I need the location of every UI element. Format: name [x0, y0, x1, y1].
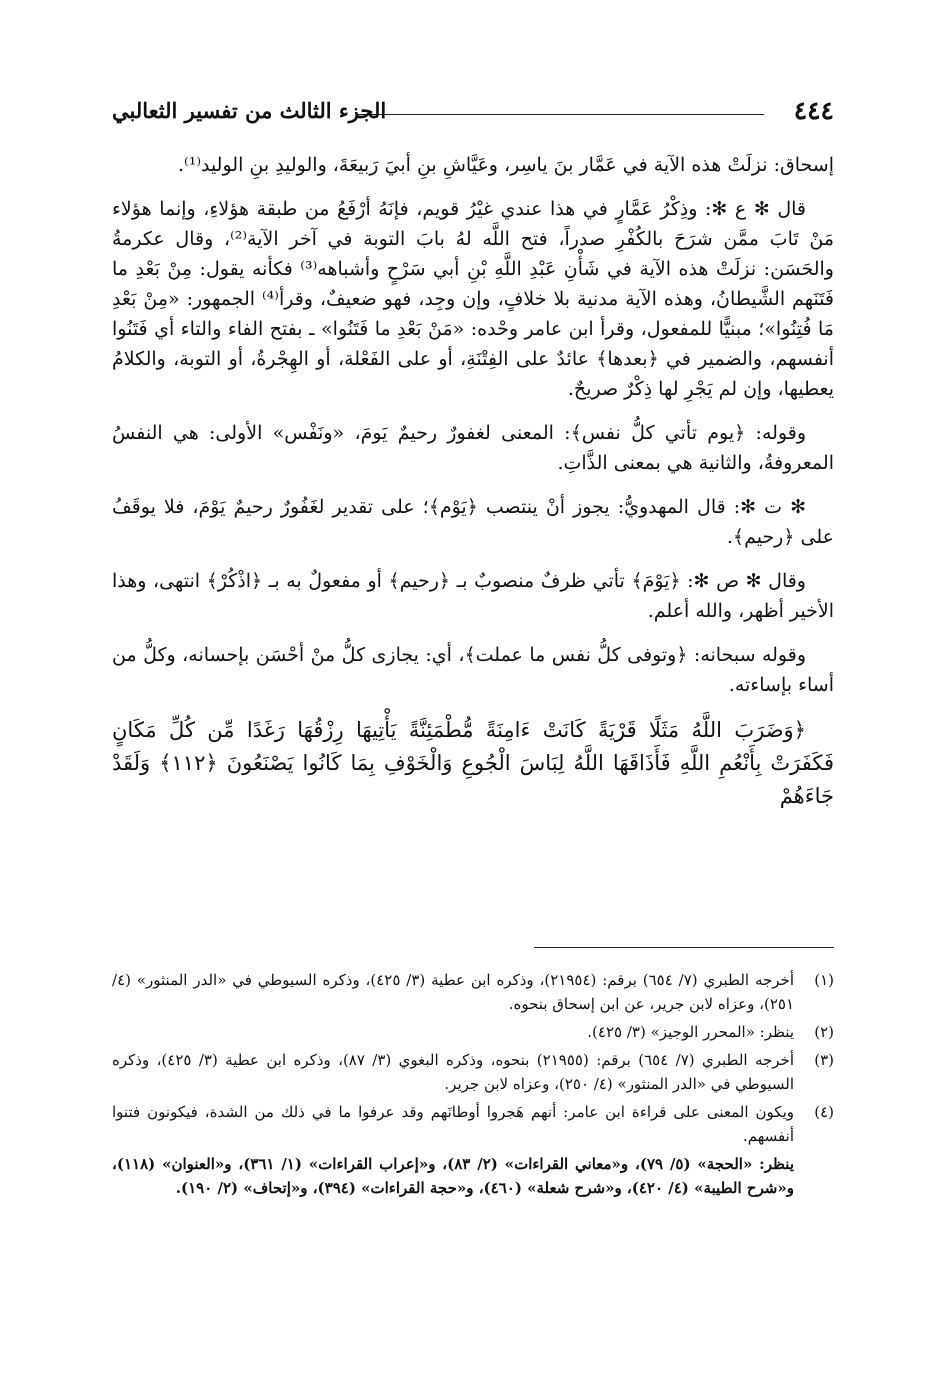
footnote — [112, 1020, 834, 1044]
paragraph-5: وقال ✻ ص ✻: ﴿يَوْمَ﴾ تأتي ظرفٌ منصوبٌ بـ ﴿رحيم﴾ أو مفعولٌ به بـ ﴿اذْكُرْ﴾ انتهى، وهذا الأخير أظهر، والله أعلم. — [112, 570, 834, 622]
paragraph-3: وقوله: ﴿يوم تأتي كلُّ نفس﴾: المعنى لغفورٌ رحيمٌ يَومَ، «ونَفْس» الأولى: هي النفسُ المعروفةُ، والثانية هي بمعنى الذَّاتِ. — [112, 422, 834, 474]
footnote — [112, 1048, 834, 1096]
page-header — [112, 96, 834, 130]
running-title: الجزء الثالث من تفسير الثعالبي — [112, 98, 387, 123]
quran-verse: ﴿وَضَرَبَ اللَّهُ مَثَلًا قَرْيَةً كَانَتْ ءَامِنَةً مُّطْمَئِنَّةً يَأْتِيهَا رِزْقُهَا رَغَدًا مِّن كُلِّ مَكَانٍ فَكَفَرَتْ بِأَنْعُمِ اللَّهِ فَأَذَاقَهَا اللَّهُ لِبَاسَ الْجُوعِ وَالْخَوْفِ بِمَا كَانُوا يَصْنَعُونَ ﴿١١٢﴾ وَلَقَدْ جَاءَهُمْ — [112, 718, 834, 808]
footnote-references — [112, 1152, 834, 1200]
footnote-text: ينظر: «الحجة» (٥/ ٧٩)، و«معاني القراءات» (٢/ ٨٣)، و«إعراب القراءات» (١/ ٣٦١)، و«العنوان» (١١٨)، و«شرح الطيبة» (٤/ ٤٢٠)، و«شرح شعلة» (٤٦٠)، و«حجة القراءات» (٣٩٤)، و«إتحاف» (٢/ ١٩٠). — [112, 1155, 794, 1197]
footnote-separator — [534, 947, 834, 948]
footnote-text: ينظر: «المحرر الوجيز» (٣/ ٤٢٥). — [587, 1023, 794, 1041]
footnote — [112, 968, 834, 1016]
paragraph-2: قال ✻ ع ✻: وذِكْرُ عَمَّارٍ في هذا عندي غيْرُ قويم، فإنَهُ أرْفَعُ من طبقة هؤلاءِ، وإنما هؤلاء مَنْ تَابَ ممَّن شرَحَ بالكُفْرِ صدراً، فتح اللَّه لهُ بابَ التوبة في آخر الآية⁽²⁾، وقال عكرمةُ والحَسَن: نزلَتْ هذه الآية في شَأْنِ عَبْدِ اللَّهِ بْنِ أبي سَرْحٍ وأشباهه⁽³⁾ فكأنه يقول: مِنْ بَعْدِ ما فَتَنَهم الشَّيطانُ، وهذه الآية مدنية بلا خلافٍ، وإن وجِد، فهو ضعيفٌ، وقرأ⁽⁴⁾ الجمهور: «مِنْ بَعْدِ مَا فُتِنُوا»؛ مبنيًّا للمفعول، وقرأ ابن عامر وحْده: «مَنْ بَعْدِ ما فَتَنُوا» ـ بفتح الفاء والتاء أي فَتَنُوا أنفسهم، والضمير في ﴿بعدها﴾ عائدٌ على الفِتْنَةِ، أو على الفَعْلة، أو الهِجْرةُ، أو التوبة، والكلامُ يعطيها، وإن لم يَجْرِ لها ذِكْرٌ صريحٌ. — [112, 198, 835, 400]
main-text — [112, 150, 834, 827]
footnote-number: (٤) — [814, 1103, 834, 1121]
paragraph-4: ✻ ت ✻: قال المهدويُّ: يجوز أنْ ينتصب ﴿يَوْم﴾؛ على تقدير لغَفُورٌ رحيمٌ يَوْمَ، فلا يوقَفُ على ﴿رحيم﴾. — [112, 496, 834, 548]
footnote-text: أخرجه الطبري (٧/ ٦٥٤) برقم: (٢١٩٥٥) بنحوه، وذكره البغوي (٣/ ٨٧)، وذكره ابن عطية (٣/ ٤٢٥)، وذكره السيوطي في «الدر المنثور» (٤/ ٢٥٠)، وعزاه لابن جرير. — [112, 1051, 794, 1093]
footnote-text: ويكون المعنى على قراءة ابن عامر: أنهم هَجروا أوطانَهم وقد عرفوا ما في ذلك من الشدة، فيكونون فتنوا أنفسهم. — [112, 1103, 794, 1145]
paragraph-1: إسحاق: نزلَتْ هذه الآية في عَمَّار بنَ ياسِر، وعَيَّاشِ بنِ أبيَ رَبيعَةَ، والوليدِ بنِ الوليد⁽¹⁾. — [177, 154, 834, 176]
footnote-number: (١) — [814, 971, 834, 989]
footnotes — [112, 968, 834, 1204]
page-number: ٤٤٤ — [793, 96, 834, 125]
footnote — [112, 1100, 834, 1148]
footnote-number: (٣) — [814, 1051, 834, 1069]
paragraph-6: وقوله سبحانه: ﴿وتوفى كلُّ نفس ما عملت﴾، أي: يجازى كلُّ منْ أحْسَن بإحسانه، وكلُّ من أساء بإساءته. — [112, 644, 834, 696]
header-rule — [357, 114, 764, 115]
footnote-number: (٢) — [814, 1023, 834, 1041]
footnote-text: أخرجه الطبري (٧/ ٦٥٤) برقم: (٢١٩٥٤)، وذكره ابن عطية (٣/ ٤٢٥)، وذكره السيوطي في «الدر المنثور» (٤/ ٢٥١)، وعزاه لابن جرير، عن ابن إسحاق بنحوه. — [112, 971, 794, 1013]
